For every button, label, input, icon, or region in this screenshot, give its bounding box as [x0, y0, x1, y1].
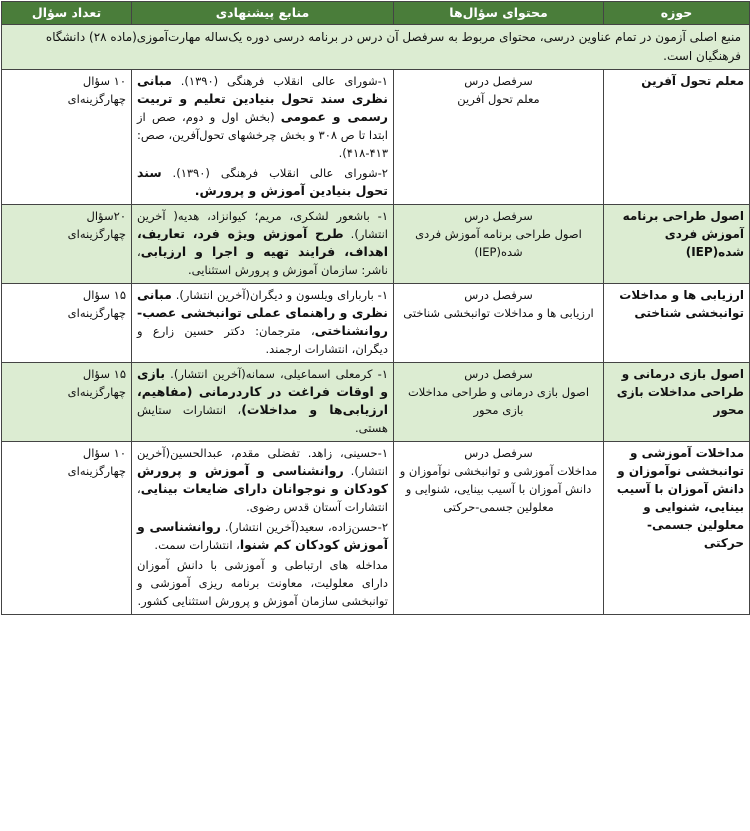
count-cell [2, 363, 132, 442]
header-domain: حوزه [604, 2, 750, 25]
resource-text: مداخله های ارتباطی و آموزشی با دانش آموزان دارای معلولیت، معاونت برنامه ریزی آموزشی و توانبخشی سازمان آموزش و پرورش استثنایی کشور. [137, 558, 388, 608]
resource-text: ، مترجمان: دکتر حسین زارع و دیگران، انتشارات ارجمند. [137, 324, 388, 356]
header-count: تعداد سؤال [2, 2, 132, 25]
resources-cell [132, 284, 394, 363]
content-line: اصول طراحی برنامه آموزش فردی شده(IEP) [415, 227, 582, 259]
resource-item [137, 286, 388, 358]
resource-title: مبانی نظری و راهنمای عملی توانبخشی عصب-روانشناختی [137, 287, 388, 338]
domain-cell: معلم تحول آفرین [604, 70, 750, 205]
resource-text: ، انتشارات سمت. [154, 538, 240, 552]
count-line: ۱۰ سؤال [82, 74, 126, 88]
content-cell [394, 205, 604, 284]
resource-text: ۱-حسینی، زاهد. تفضلی مقدم، عبدالحسین(آخرین انتشار). [137, 446, 389, 478]
resource-title: سند تحول بنیادین آموزش و پرورش. [137, 165, 388, 198]
resources-cell [132, 442, 394, 615]
resource-item [137, 72, 388, 162]
content-line: سرفصل درس [464, 367, 533, 381]
count-cell [2, 442, 132, 615]
content-line: ارزیابی ها و مداخلات توانبخشی شناختی [403, 306, 594, 320]
domain-cell: مداخلات آموزشی و توانبخشی نوآموزان و دانش آموزان با آسیب بینایی، شنوایی و معلولین جسمی-حرکتی [604, 442, 750, 615]
content-line: سرفصل درس [464, 446, 533, 460]
banner-text: منبع اصلی آزمون در تمام عناوین درسی، محتوای مربوط به سرفصل آن درس در برنامه درسی دوره یک‌ساله مهارت‌آموزی(ماده ۲۸) دانشگاه فرهنگیان است. [2, 25, 750, 70]
count-line: چهارگزینه‌ای [67, 464, 126, 478]
resource-text: ، انتشارات آستان قدس رضوی. [137, 482, 388, 514]
header-resources: منابع پیشنهادی [132, 2, 394, 25]
table-row [2, 205, 750, 284]
table-row [2, 363, 750, 442]
resource-item [137, 518, 388, 554]
resources-cell [132, 205, 394, 284]
content-cell [394, 442, 604, 615]
resource-title: بازی و اوقات فراغت در کاردرمانی (مفاهیم، ارزیابی‌ها و مداخلات) [137, 366, 388, 417]
count-line: ۱۵ سؤال [82, 288, 126, 302]
content-cell [394, 70, 604, 205]
resource-text: ، ناشر: سازمان آموزش و پرورش استثنایی. [137, 245, 388, 277]
resource-title: طرح آموزش ویژه فرد، تعاریف، اهداف، فرایند تهیه و اجرا و ارزیابی [137, 226, 388, 259]
count-cell [2, 70, 132, 205]
resources-cell [132, 70, 394, 205]
count-line: چهارگزینه‌ای [67, 92, 126, 106]
resource-text: (بخش اول و دوم، صص از ابتدا تا ص ۳۰۸ و بخش چرخشهای تحول‌آفرین، صص: ۴۱۳-۴۱۸). [137, 110, 388, 160]
content-cell [394, 363, 604, 442]
count-cell [2, 284, 132, 363]
resource-item [137, 556, 388, 610]
count-line: چهارگزینه‌ای [67, 306, 126, 320]
table-row [2, 70, 750, 205]
content-line: سرفصل درس [464, 288, 533, 302]
resource-text: ۲-شورای عالی انقلاب فرهنگی (۱۳۹۰). [161, 166, 388, 180]
resource-title: روانشناسی و آموزش کودکان کم شنوا [137, 519, 388, 552]
resource-title: مبانی نظری سند تحول بنیادین تعلیم و تربیت رسمی و عمومی [137, 73, 388, 124]
resource-item [137, 444, 388, 516]
banner-row [2, 25, 750, 70]
header-content: محتوای سؤال‌ها [394, 2, 604, 25]
domain-cell: ارزیابی ها و مداخلات توانبخشی شناختی [604, 284, 750, 363]
resource-title: روانشناسی و آموزش و پرورش کودکان و نوجوانان دارای ضایعات بینایی [137, 463, 388, 496]
resource-text: ۱-شورای عالی انقلاب فرهنگی (۱۳۹۰). [171, 74, 388, 88]
count-line: ۱۰ سؤال [82, 446, 126, 460]
count-line: ۲۰سؤال [86, 209, 126, 223]
table-row [2, 442, 750, 615]
resource-text: ۱- کرمعلی اسماعیلی، سمانه(آخرین انتشار). [165, 367, 388, 381]
resource-item [137, 164, 388, 200]
resource-item [137, 207, 388, 279]
resource-item [137, 365, 388, 437]
content-cell [394, 284, 604, 363]
resource-text: ، انتشارات ستایش هستی. [137, 403, 388, 435]
content-line: اصول بازی درمانی و طراحی مداخلات بازی محور [407, 385, 590, 417]
domain-cell: اصول طراحی برنامه آموزش فردی شده(IEP) [604, 205, 750, 284]
count-line: چهارگزینه‌ای [67, 385, 126, 399]
table-row [2, 284, 750, 363]
resources-cell [132, 363, 394, 442]
content-line: مداخلات آموزشی و توانبخشی نوآموزان و دانش آموزان با آسیب بینایی، شنوایی و معلولین جسمی-حرکتی [399, 464, 598, 514]
header-row [2, 2, 750, 25]
domain-cell: اصول بازی درمانی و طراحی مداخلات بازی محور [604, 363, 750, 442]
resource-text: ۲-حسن‌زاده، سعید(آخرین انتشار). [220, 520, 388, 534]
resource-text: ۱- باربارای ویلسون و دیگران(آخرین انتشار). [171, 288, 388, 302]
count-line: چهارگزینه‌ای [67, 227, 126, 241]
content-line: سرفصل درس [464, 209, 533, 223]
content-line: معلم تحول آفرین [457, 92, 540, 106]
count-line: ۱۵ سؤال [82, 367, 126, 381]
exam-sources-table [1, 1, 750, 615]
resource-text: ۱- باشعور لشکری، مریم؛ کیوانزاد، هدیه( آخرین انتشار). [137, 209, 388, 241]
count-cell [2, 205, 132, 284]
content-line: سرفصل درس [464, 74, 533, 88]
